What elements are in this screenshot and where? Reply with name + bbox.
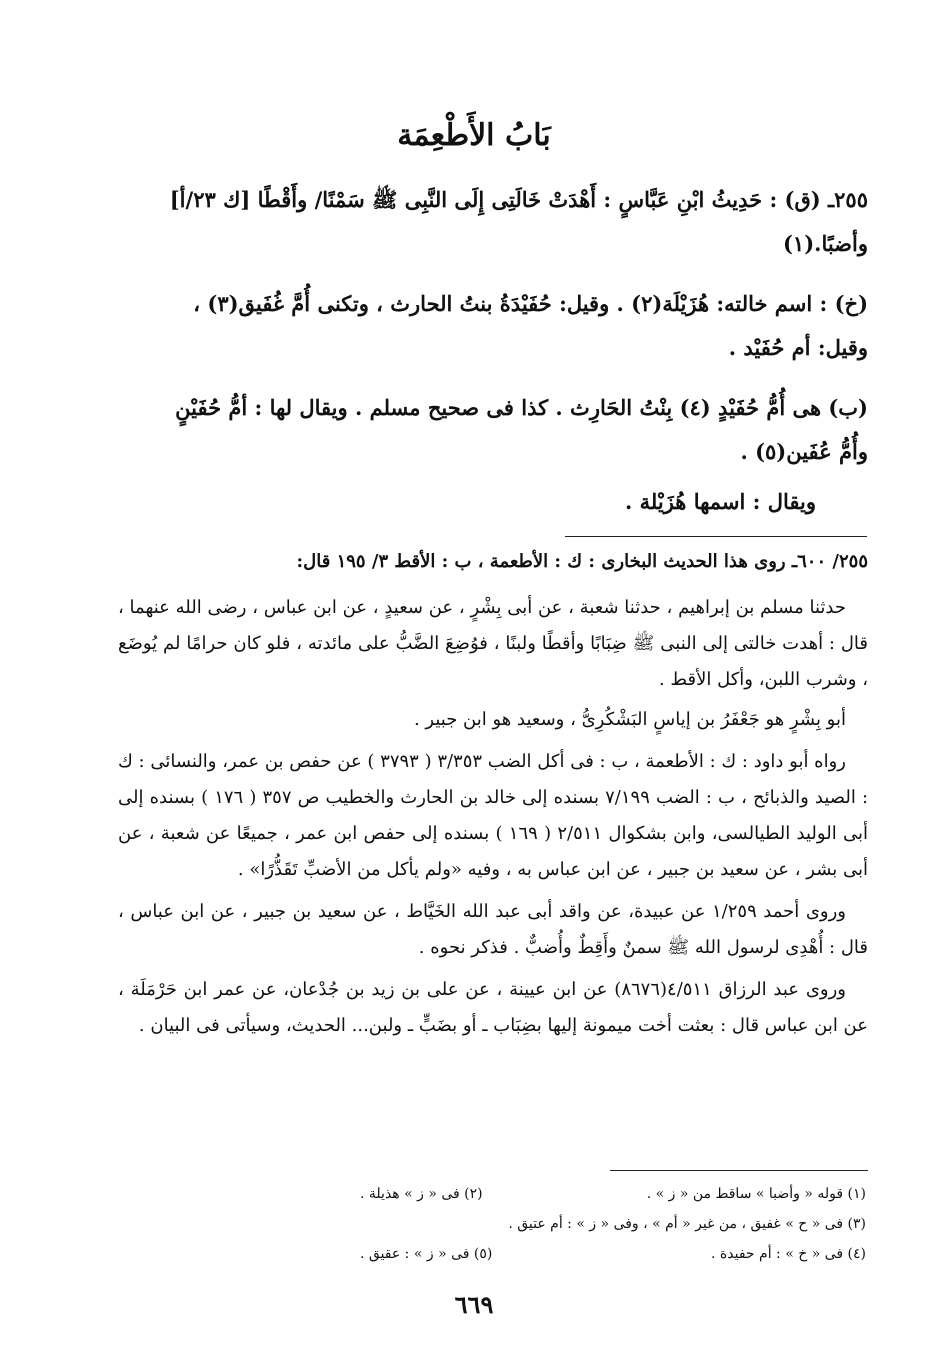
b-note <box>118 386 868 524</box>
footnote-row-3 <box>360 1240 866 1268</box>
commentary-paragraph-2: أبو بِشْرٍ هو جَعْفَرُ بن إياسٍ البَشْكُرِىُّ ، وسعيد هو ابن جبير . <box>413 709 846 730</box>
chapter-title: بَابُ الأَطْعِمَة <box>397 118 551 153</box>
kh-note-line-2: وقيل: أم حُفَيْد . <box>728 335 868 360</box>
hadith-text-line-2: وأضبًا.(١) <box>782 231 868 256</box>
commentary-paragraph-5: وروى عبد الرزاق ٤/٥١١(٨٦٧٦) عن ابن عيينة ، عن على بن زيد بن جُدْعان، عن عمر ابن حَرْمَلَة ، عن ابن عباس قال : بعثت أخت ميمونة إليها بضِبَاب ـ أو بضَبٍّ ـ ولبن... الحديث، وسيأتى فى البيان . <box>118 979 868 1036</box>
footnote-divider <box>610 1170 868 1171</box>
b-note-line-3: ويقال : اسمها هُزَيْلة . <box>625 489 816 514</box>
footnote-1: (١) قوله « وأضبا » ساقط من « ز » . <box>646 1186 866 1202</box>
kh-note <box>118 282 868 370</box>
footnote-3: (٣) فى « ح » غفيق ، من غير « أم » ، وفى « ز » : أم عتيق . <box>508 1216 866 1232</box>
commentary <box>118 544 868 1044</box>
footnote-5: (٥) فى « ز » : عقيق . <box>360 1246 493 1262</box>
footnote-row-2 <box>360 1210 866 1238</box>
page-number: ٦٦٩ <box>454 1290 494 1319</box>
commentary-paragraph-1: حدثنا مسلم بن إبراهيم ، حدثنا شعبة ، عن أبى بِشْرٍ ، عن سعيدٍ ، عن ابن عباس ، رضى الله عنهما ، قال : أهدت خالتى إلى النبى ﷺ ضِبَابًا وأقطًا ولبنًا ، فوُضِعَ الضَّبُّ على مائدته ، فلو كان حرامًا لم يُوضَع ، وشرب اللبن، وأكل الأقط . <box>118 597 868 690</box>
commentary-paragraph-4: وروى أحمد ١/٢٥٩ عن عبيدة، عن واقد أبى عبد الله الخَيَّاط ، عن سعيد بن جبير ، عن ابن عباس ، قال : أُهْدِى لرسول الله ﷺ سمنٌ وأَقِطٌ وأُضبٌّ . فذكر نحوه . <box>118 901 868 958</box>
footnote-row-1 <box>360 1180 866 1208</box>
kh-note-line-1: (خ) : اسم خالته: هُزَيْلَة(٢) . وقيل: حُفَيْدَةُ بنتُ الحارث ، وتكنى أُمَّ غُفَيق(٣) ، <box>193 291 868 316</box>
b-note-line-1: (ب) هى أُمُّ حُفَيْدٍ (٤) بِنْتُ الحَارِث . كذا فى صحيح مسلم . ويقال لها : أمُّ حُفَيْنٍ <box>175 395 868 420</box>
commentary-paragraph-3: رواه أبو داود : ك : الأطعمة ، ب : فى أكل الضب ٣/٣٥٣ ( ٣٧٩٣ ) عن حفص بن عمر، والنسائى : ك : الصيد والذبائح ، ب : الضب ٧/١٩٩ بسنده إلى خالد بن الحارث والخطيب ص ٣٥٧ ( ١٧٦ ) بسنده إلى أبى الوليد الطيالسى، وابن بشكوال ٢/٥١١ ( ١٦٩ ) بسنده إلى حفص ابن عمر ، جميعًا عن شعبة ، عن أبى بشر ، عن سعيد بن جبير ، عن ابن عباس به ، وفيه «ولم يأكل من الأضبِّ تَقَذُّرًا» . <box>117 751 869 880</box>
footnote-4: (٤) فى « خ » : أم حفيدة . <box>711 1246 866 1262</box>
hadith-text-line-1: ٢٥٥ـ (ق) : حَدِيثُ ابْنِ عَبَّاسٍ : أَهْدَتْ خَالَتِى إِلَى النَّبِى ﷺ سَمْنًا/ وأَقْطًا [ك ٢٣/أ] <box>169 187 868 212</box>
commentary-heading: ٢٥٥/ ٦٠٠ـ روى هذا الحديث البخارى : ك : الأطعمة ، ب : الأقط ٣/ ١٩٥ قال: <box>296 551 868 572</box>
hadith-entry <box>40 178 868 266</box>
b-note-line-2: وأُمُّ عُفَين(٥) . <box>740 439 868 464</box>
section-divider <box>565 536 867 537</box>
footnote-2: (٢) فى « ز » هذيلة . <box>360 1186 483 1202</box>
